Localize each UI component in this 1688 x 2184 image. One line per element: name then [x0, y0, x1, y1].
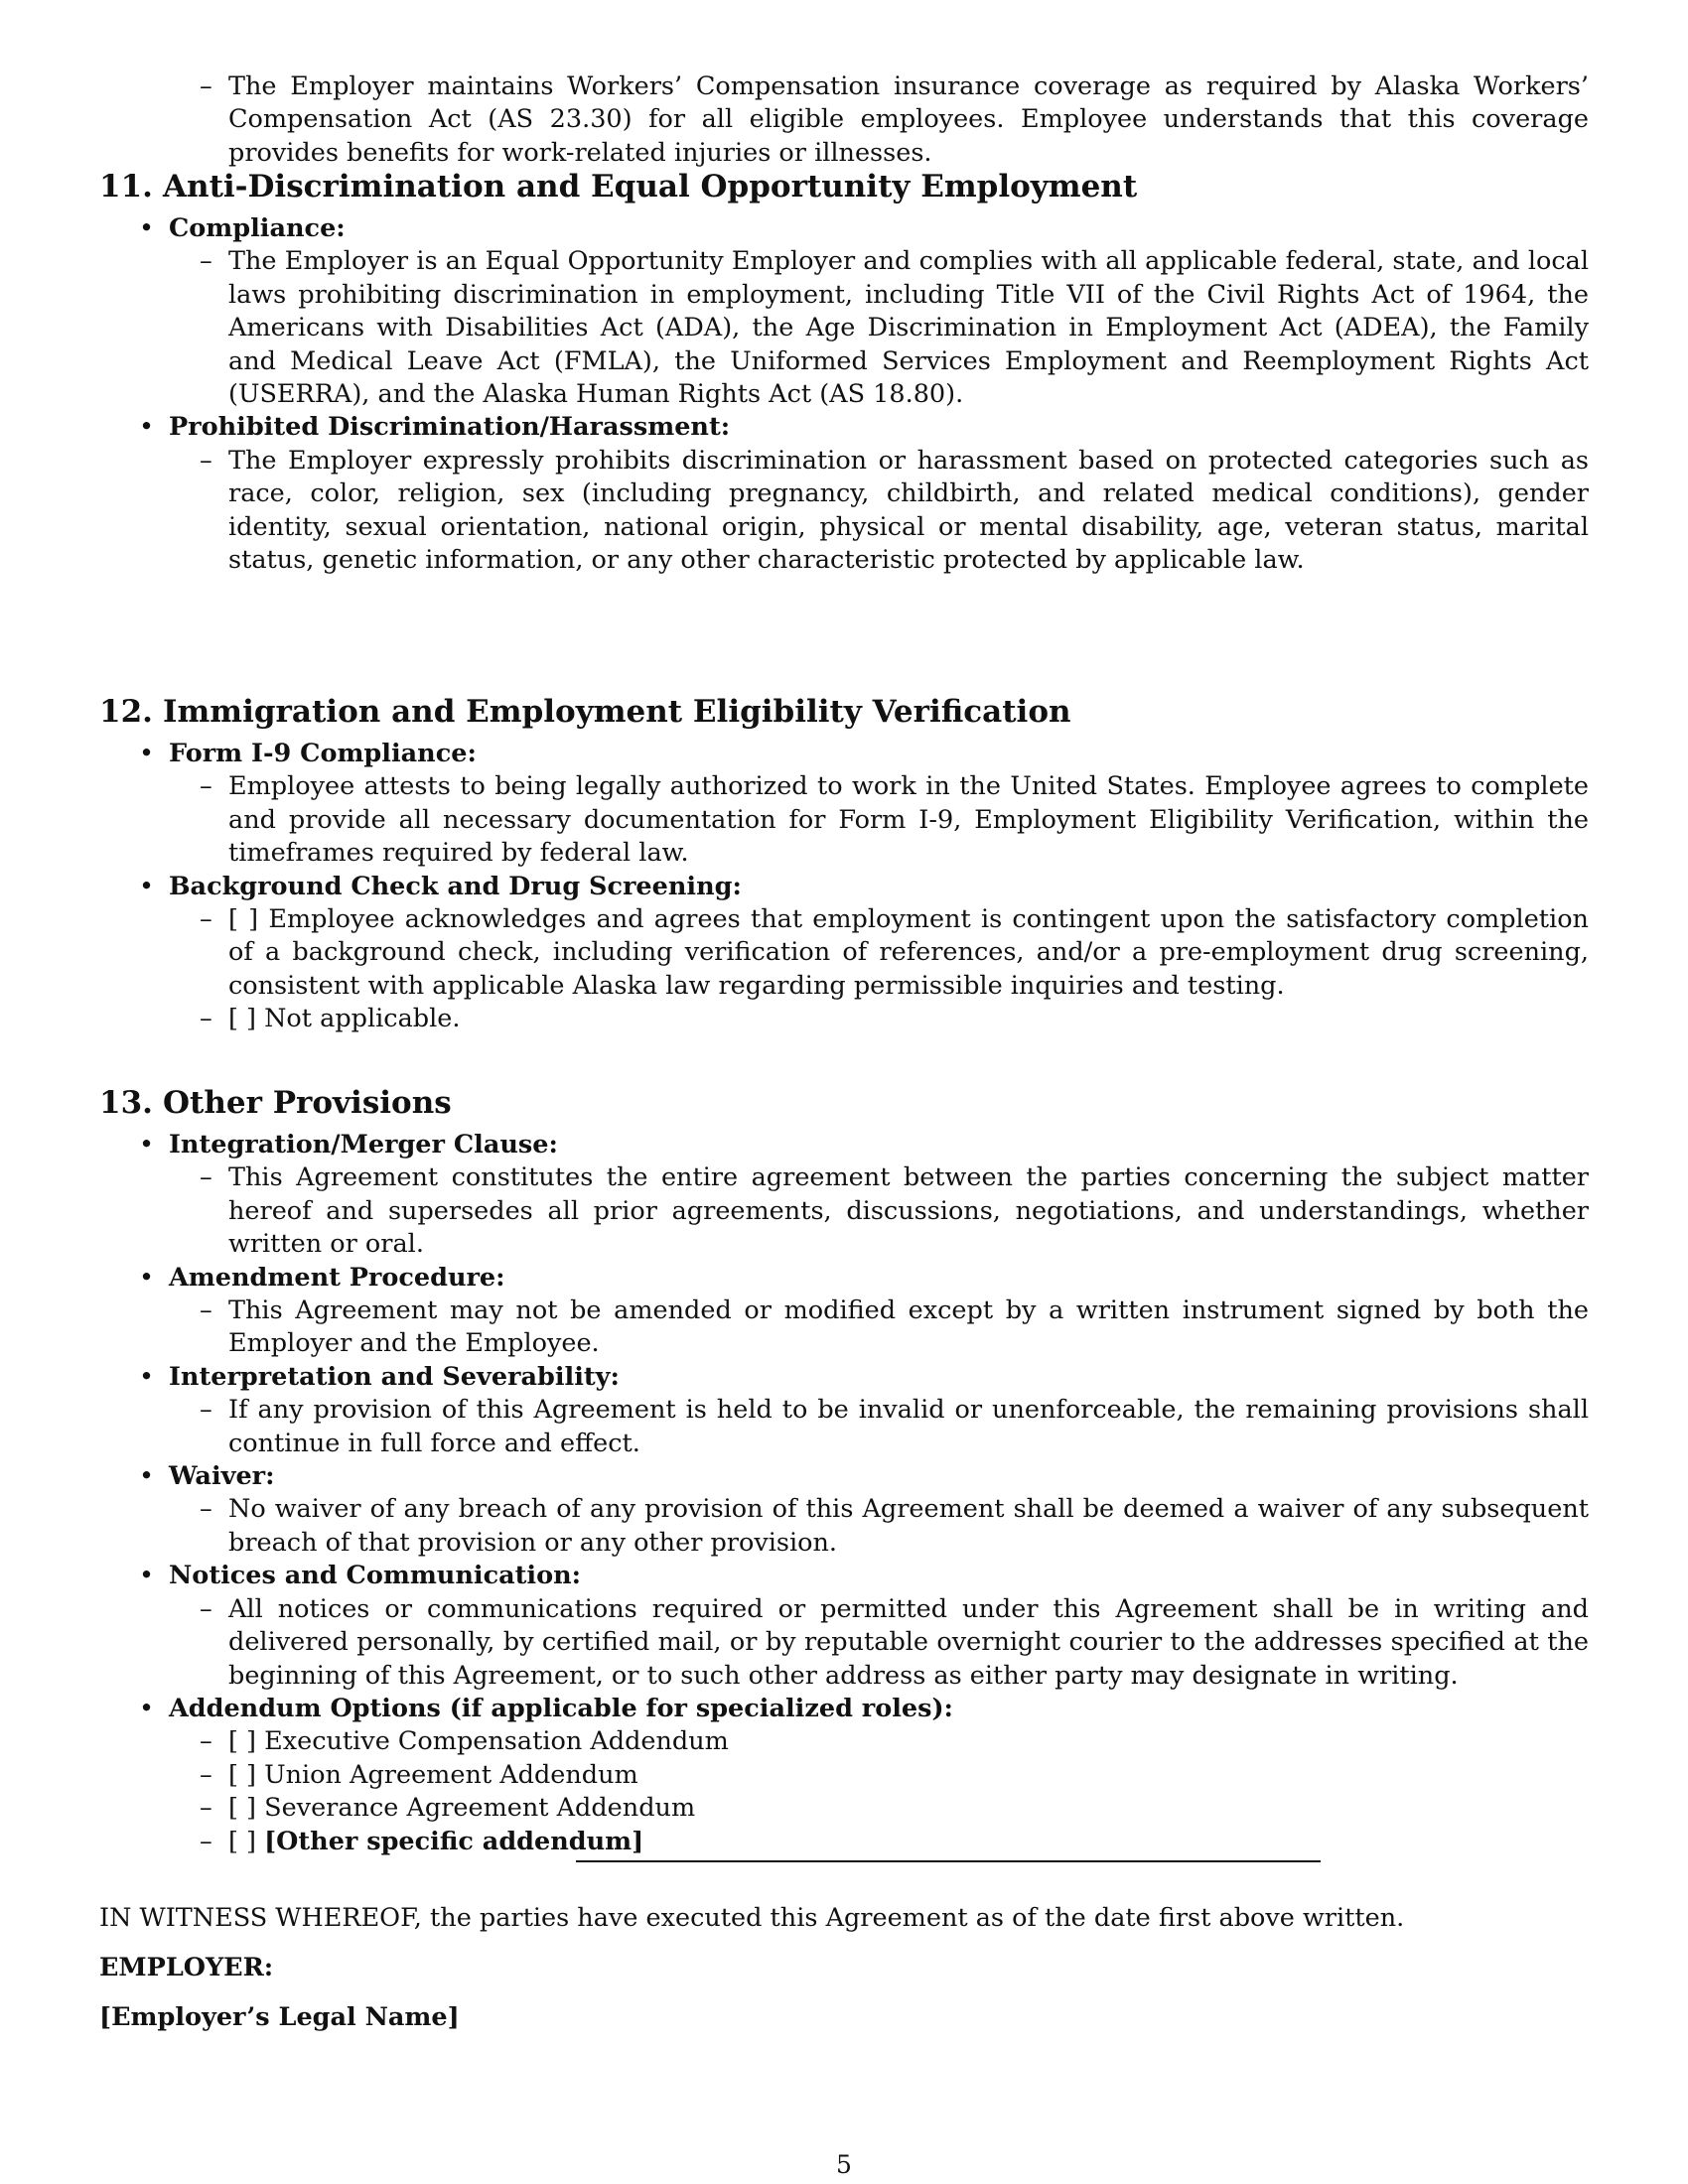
bullet-icon: • — [139, 739, 155, 768]
section-11 — [99, 167, 1589, 577]
checkbox-option[interactable] — [200, 1759, 1589, 1792]
section-heading — [99, 692, 1589, 732]
sub-item-text: Employee attests to being legally authorized to work in the United States. Employee agrees to complete and provide all necessary documentation for Form I-9, Employment Eligibility Verification, within the timeframes required by federal law. — [228, 771, 1589, 869]
intro-sub-list — [99, 70, 1589, 170]
document-page — [99, 0, 1589, 2184]
sub-item-text: [ ] Severance Agreement Addendum — [228, 1793, 696, 1824]
dash-icon: – — [200, 445, 212, 476]
sub-item-text: [ ] Not applicable. — [228, 1004, 461, 1034]
bullet-label: Interpretation and Severability: — [169, 1361, 620, 1392]
section-heading — [99, 167, 1589, 206]
sub-item — [200, 245, 1589, 411]
sub-item — [200, 1295, 1589, 1361]
bullet-item — [139, 1129, 1589, 1262]
dash-icon: – — [200, 1726, 212, 1757]
dash-icon: – — [200, 1793, 212, 1824]
bullet-icon: • — [139, 1262, 155, 1293]
checkbox-option[interactable] — [200, 1826, 1589, 1858]
bullet-label: Notices and Communication: — [169, 1561, 582, 1591]
dash-icon: – — [200, 1494, 212, 1525]
other-addendum-placeholder: [Other specific addendum] — [264, 1826, 644, 1856]
bullet-icon: • — [139, 412, 155, 443]
bullet-label: Addendum Options (if applicable for specialized roles): — [169, 1693, 953, 1723]
sub-list — [169, 1725, 1589, 1858]
bullet-item — [139, 1693, 1589, 1858]
bullet-item — [139, 1460, 1589, 1560]
sub-item-text: No waiver of any breach of any provision of this Agreement shall be deemed a waiver of any subsequent breach of that provision or any other provision. — [228, 1494, 1589, 1558]
sub-list — [169, 1394, 1589, 1460]
bullet-item — [139, 1361, 1589, 1460]
sub-item — [200, 1493, 1589, 1560]
bullet-label: Background Check and Drug Screening: — [169, 871, 742, 901]
bullet-list — [99, 738, 1589, 1036]
bullet-label: Waiver: — [169, 1461, 275, 1492]
sub-item — [200, 1003, 1589, 1035]
sub-item-text: This Agreement may not be amended or modified except by a written instrument signed by both the Employer and the Employee. — [228, 1296, 1589, 1359]
bullet-label: Form I-9 Compliance: — [169, 739, 477, 768]
witness-statement: IN WITNESS WHEREOF, the parties have executed this Agreement as of the date first above written. — [99, 1903, 1405, 1933]
sub-list — [169, 445, 1589, 578]
section-number: 12. — [99, 694, 153, 730]
dash-icon: – — [200, 71, 212, 101]
sub-item-text: The Employer maintains Workers’ Compensation insurance coverage as required by Alaska Workers’ Compensation Act (AS 23.30) for all eligible employees. Employee understands that this coverage provides benefits for work-related injuries or illnesses. — [228, 71, 1589, 168]
bullet-icon: • — [139, 1361, 155, 1392]
section-title: Anti-Discrimination and Equal Opportunity Employment — [163, 169, 1138, 205]
dash-icon: – — [200, 1162, 212, 1193]
section-title: Other Provisions — [163, 1085, 452, 1121]
bullet-icon: • — [139, 1561, 155, 1591]
sub-item-text: If any provision of this Agreement is held to be invalid or unenforceable, the remaining provisions shall continue in full force and effect. — [228, 1395, 1589, 1458]
checkbox-option[interactable] — [200, 1792, 1589, 1825]
section-number: 13. — [99, 1085, 153, 1121]
sub-list — [169, 770, 1589, 870]
sub-item — [200, 70, 1589, 170]
sub-list — [169, 1593, 1589, 1693]
employer-name-field[interactable]: [Employer’s Legal Name] — [99, 2002, 460, 2032]
employer-label: EMPLOYER: — [99, 1953, 274, 1982]
dash-icon: – — [200, 771, 212, 802]
sub-list — [169, 903, 1589, 1036]
bullet-icon: • — [139, 1130, 155, 1160]
sub-item — [200, 770, 1589, 870]
dash-icon: – — [200, 1826, 212, 1856]
sub-item-text: [ ] Union Agreement Addendum — [228, 1759, 638, 1790]
bullet-label: Amendment Procedure: — [169, 1262, 505, 1293]
dash-icon: – — [200, 1593, 212, 1624]
checkbox-option[interactable] — [200, 1725, 1589, 1758]
dash-icon: – — [200, 246, 212, 277]
horizontal-rule — [576, 1860, 1321, 1862]
sub-list — [169, 1161, 1589, 1261]
bullet-item — [139, 212, 1589, 411]
bullet-label: Integration/Merger Clause: — [169, 1130, 558, 1160]
bullet-item — [139, 1262, 1589, 1361]
bullet-label: Prohibited Discrimination/Harassment: — [169, 412, 731, 443]
bullet-item — [139, 1560, 1589, 1693]
bullet-item — [139, 871, 1589, 1036]
dash-icon: – — [200, 1395, 212, 1426]
section-number: 11. — [99, 169, 153, 205]
sub-item — [200, 1593, 1589, 1693]
dash-icon: – — [200, 1296, 212, 1326]
bullet-icon: • — [139, 1461, 155, 1492]
bullet-list — [99, 212, 1589, 577]
sub-item — [200, 1394, 1589, 1460]
bullet-icon: • — [139, 213, 155, 243]
bullet-list — [99, 1129, 1589, 1858]
dash-icon: – — [200, 1759, 212, 1790]
section-heading — [99, 1083, 1589, 1123]
sub-list — [169, 1493, 1589, 1560]
bullet-icon: • — [139, 871, 155, 901]
sub-item-text: [ ] Employee acknowledges and agrees that employment is contingent upon the satisfactory completion of a background check, including verification of references, and/or a pre-employment drug screening, consistent with applicable Alaska law regarding permissible inquiries and testing. — [228, 904, 1589, 1001]
section-title: Immigration and Employment Eligibility Verification — [163, 694, 1071, 730]
sub-item-text: [ ] Executive Compensation Addendum — [228, 1726, 729, 1757]
section-12 — [99, 692, 1589, 1036]
sub-list — [169, 245, 1589, 411]
sub-list — [169, 1295, 1589, 1361]
bullet-icon: • — [139, 1693, 155, 1723]
sub-item-text: The Employer is an Equal Opportunity Employer and complies with all applicable federal, state, and local laws prohibiting discrimination in employment, including Title VII of the Civil Rights Act of 1964, the Americans with Disabilities Act (ADA), the Age Discrimination in Employment Act (ADEA), the Family and Medical Leave Act (FMLA), the Uniformed Services Employment and Reemployment Rights Act (USERRA), and the Alaska Human Rights Act (AS 18.80). — [228, 246, 1589, 410]
sub-item-text: This Agreement constitutes the entire agreement between the parties concerning the subject matter hereof and supersedes all prior agreements, discussions, negotiations, and understandings, whether written or oral. — [228, 1162, 1589, 1260]
sub-item — [200, 903, 1589, 1003]
sub-item — [200, 1161, 1589, 1261]
bullet-item — [139, 411, 1589, 577]
bullet-label: Compliance: — [169, 213, 346, 243]
page-number: 5 — [836, 2150, 852, 2179]
dash-icon: – — [200, 1004, 212, 1034]
sub-item — [200, 445, 1589, 578]
sub-item-prefix: [ ] — [228, 1826, 265, 1856]
section-13 — [99, 1083, 1589, 1858]
dash-icon: – — [200, 904, 212, 935]
bullet-item — [139, 738, 1589, 871]
sub-item-text: All notices or communications required or permitted under this Agreement shall be in writing and delivered personally, by certified mail, or by reputable overnight courier to the addresses specified at the beginning of this Agreement, or to such other address as either party may designate in writing. — [228, 1593, 1589, 1691]
sub-item-text: The Employer expressly prohibits discrimination or harassment based on protected categories such as race, color, religion, sex (including pregnancy, childbirth, and related medical conditions), gender identity, sexual orientation, national origin, physical or mental disability, age, veteran status, marital status, genetic information, or any other characteristic protected by applicable law. — [228, 445, 1589, 576]
